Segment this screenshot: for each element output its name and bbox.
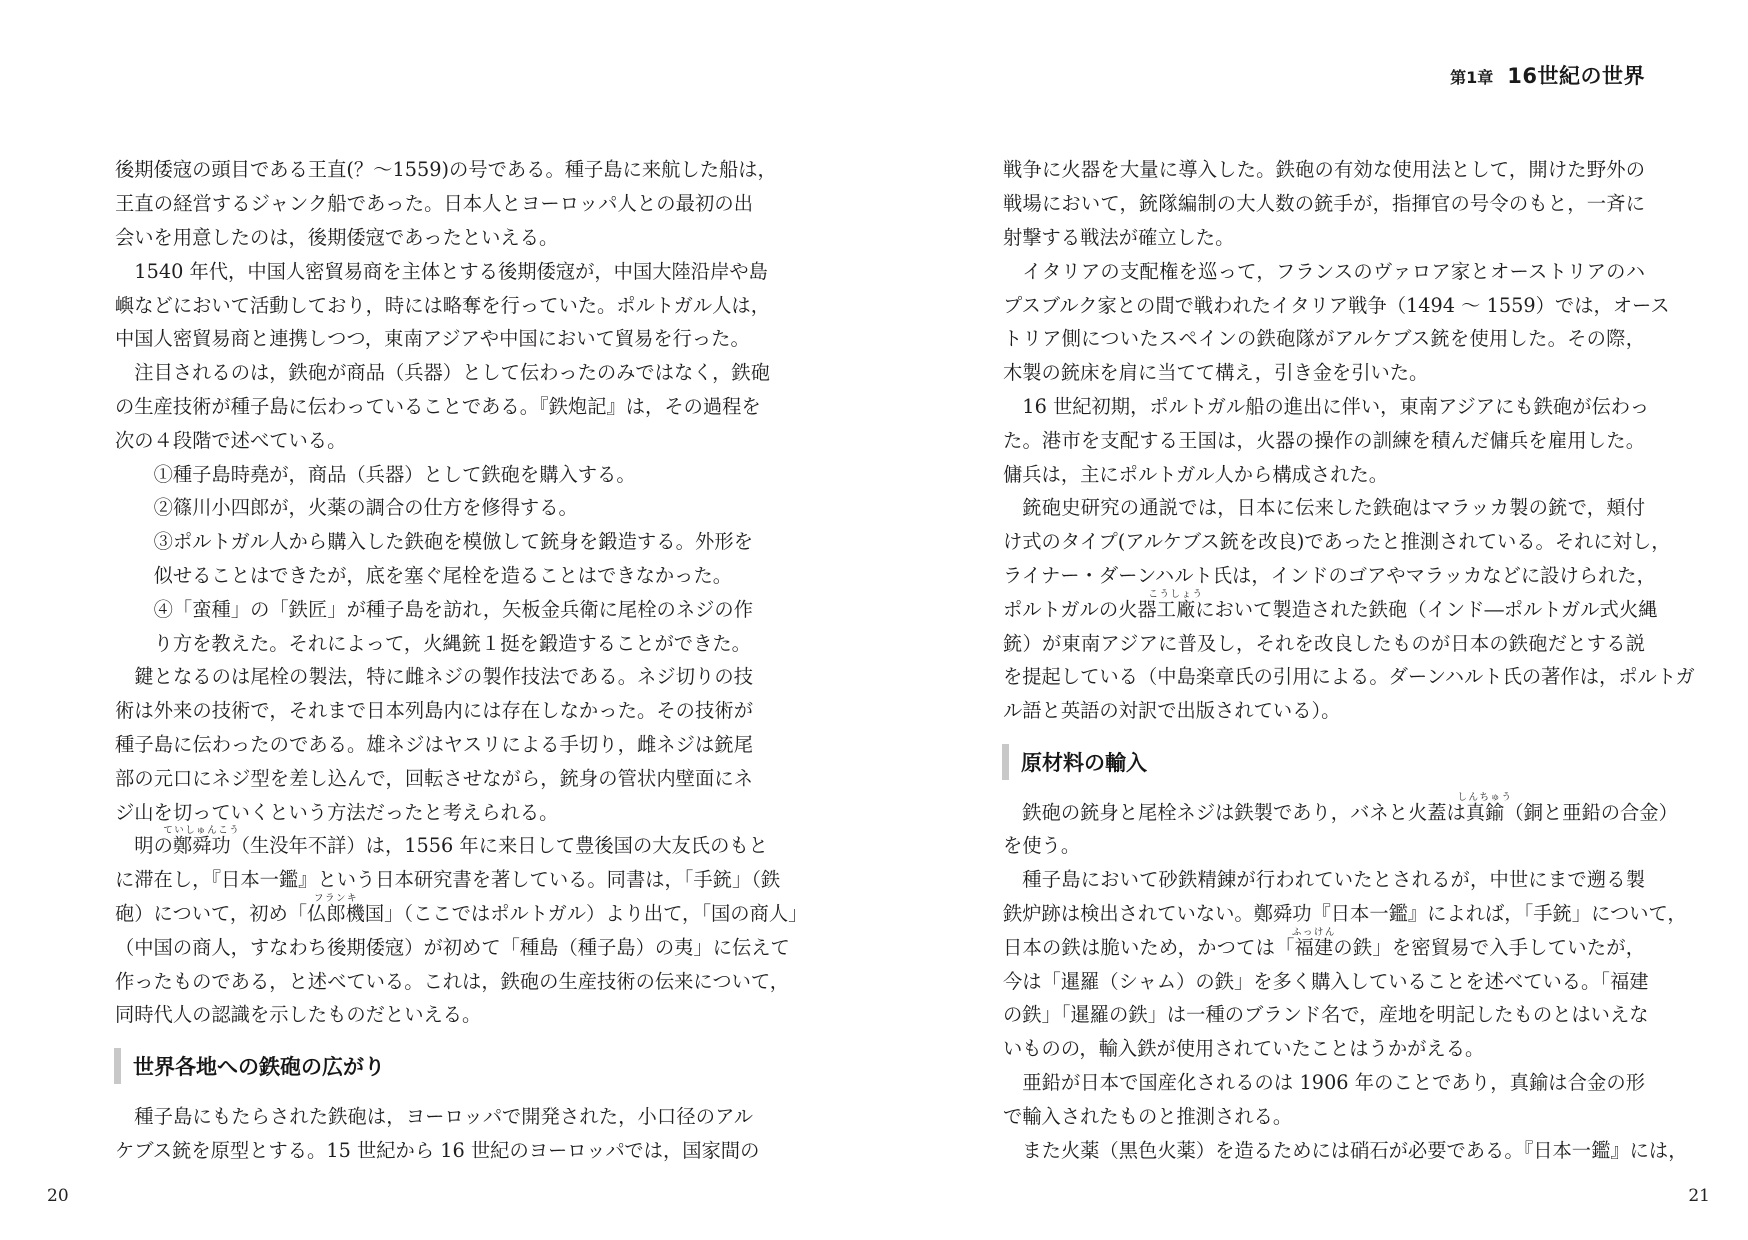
text-line: ④「蛮種」の「鉄匠」が種子島を訪れ，矢板金兵衛に尾栓のネジの作 bbox=[153, 597, 753, 621]
text-run: （銅と亜鉛の合金） bbox=[1504, 800, 1678, 824]
paragraph bbox=[115, 1100, 760, 1168]
text-run: 日本の鉄は脆いため，かつては「 bbox=[1003, 935, 1295, 959]
ruby-group bbox=[1291, 926, 1336, 965]
page-body bbox=[115, 153, 808, 1167]
numbered-list bbox=[115, 458, 753, 661]
list-item bbox=[154, 491, 753, 525]
page-number: 21 bbox=[1688, 1186, 1710, 1206]
text-run: 鉄砲の銃身と尾栓ネジは鉄製であり，バネと火蓋は bbox=[1022, 800, 1466, 824]
text-run: の鉄」を密貿易で入手していたが， bbox=[1333, 935, 1646, 959]
paragraph bbox=[1003, 791, 1678, 864]
text-line: （中国の商人，すなわち後期倭寇）が初めて「種島（種子島）の夷」に伝えて bbox=[115, 935, 790, 959]
heading-bar bbox=[114, 1048, 121, 1084]
list-item bbox=[154, 593, 753, 661]
text-run: （生没年不詳）は，1556 年に来日して豊後国の大友氏のもと bbox=[230, 834, 768, 858]
text-line: 部の元口にネジ型を差し込んで，回転させながら，銃身の管状内壁面にネ bbox=[115, 766, 753, 790]
text-line: 注目されるのは，鉄砲が商品（兵器）として伝わったのみではなく，鉄砲 bbox=[134, 361, 770, 385]
paragraph bbox=[115, 660, 753, 829]
running-head bbox=[1450, 60, 1645, 90]
text-line: 16 世紀初期，ポルトガル船の進出に伴い，東南アジアにも鉄砲が伝わっ bbox=[1022, 394, 1650, 418]
page-number: 20 bbox=[47, 1186, 69, 1206]
text-line: ③ポルトガル人から購入した鉄砲を模倣して銃身を鍛造する。外形を bbox=[153, 530, 753, 554]
paragraph bbox=[1003, 491, 1695, 728]
text-line: 亜鉛が日本で国産化されるのは 1906 年のことであり，真鍮は合金の形 bbox=[1022, 1070, 1645, 1094]
text-line: イタリアの支配権を巡って，フランスのヴァロア家とオーストリアのハ bbox=[1022, 259, 1645, 283]
text-line bbox=[1003, 926, 1646, 965]
text-line: 王直の経営するジャンク船であった。日本人とヨーロッパ人との最初の出 bbox=[115, 192, 753, 216]
text-line: 銃砲史研究の通説では，日本に伝来した鉄砲はマラッカ製の銃で，頬付 bbox=[1022, 496, 1645, 520]
ruby-reading: こうしょう bbox=[1148, 588, 1204, 600]
paragraph bbox=[1003, 255, 1670, 390]
text-line: 次の４段階で述べている。 bbox=[115, 428, 347, 452]
paragraph bbox=[1003, 390, 1650, 491]
text-line: 戦場において，銃隊編制の大人数の銃手が，指揮官の号令のもと，一斉に bbox=[1003, 192, 1645, 216]
text-line: ①種子島時堯が，商品（兵器）として鉄砲を購入する。 bbox=[153, 462, 636, 486]
text-line: ケブス銃を原型とする。15 世紀から 16 世紀のヨーロッパでは，国家間の bbox=[115, 1138, 760, 1162]
text-run: 国」（ここではポルトガル）より出て，「国の商人」 bbox=[364, 901, 808, 925]
text-line: 傭兵は，主にポルトガル人から構成された。 bbox=[1003, 462, 1389, 486]
text-line: 種子島において砂鉄精錬が行われていたとされるが，中世にまで遡る製 bbox=[1022, 868, 1645, 892]
ruby-reading: ていしゅんこう bbox=[163, 825, 241, 837]
text-line: 同時代人の認識を示したものだといえる。 bbox=[115, 1003, 482, 1027]
text-line: 術は外来の技術で，それまで日本列島内には存在しなかった。その技術が bbox=[115, 699, 753, 723]
text-run: 砲）について，初め「 bbox=[115, 901, 308, 925]
text-line: 種子島にもたらされた鉄砲は，ヨーロッパで開発された，小口径のアル bbox=[134, 1104, 753, 1128]
paragraph bbox=[115, 255, 770, 356]
ruby-reading: しんちゅう bbox=[1457, 791, 1513, 803]
text-run: 明の bbox=[134, 834, 173, 858]
text-run: において製造された鉄砲（インド―ポルトガル式火縄 bbox=[1195, 597, 1658, 621]
section-heading bbox=[1003, 728, 1645, 796]
text-line: ライナー・ダーンハルト氏は，インドのゴアやマラッカなどに設けられた， bbox=[1003, 563, 1656, 587]
ruby-base: 工廠 bbox=[1156, 597, 1196, 621]
text-line: 銃）が東南アジアに普及し，それを改良したものが日本の鉄砲だとする説 bbox=[1003, 631, 1645, 655]
text-line: 中国人密貿易商と連携しつつ，東南アジアや中国において貿易を行った。 bbox=[115, 327, 750, 351]
list-item bbox=[154, 525, 753, 593]
ruby-reading: ふっけん bbox=[1291, 926, 1336, 938]
ruby-base: 真鍮 bbox=[1465, 800, 1505, 824]
text-line: 1540 年代，中国人密貿易商を主体とする後期倭寇が，中国大陸沿岸や島 bbox=[134, 259, 768, 283]
text-line: 鍵となるのは尾栓の製法，特に雌ネジの製作技法である。ネジ切りの技 bbox=[134, 665, 753, 689]
text-line: 鉄炉跡は検出されていない。鄭舜功『日本一鑑』によれば，「手銃」について， bbox=[1003, 901, 1687, 925]
text-line: の生産技術が種子島に伝わっていることである。『鉄炮記』は，その過程を bbox=[115, 394, 761, 418]
paragraph bbox=[115, 825, 808, 1032]
text-line: た。港市を支配する王国は，火器の操作の訓練を積んだ傭兵を雇用した。 bbox=[1003, 428, 1645, 452]
ruby-group bbox=[1457, 791, 1513, 830]
ruby-group bbox=[163, 825, 241, 863]
text-line bbox=[1003, 791, 1678, 830]
text-line: け式のタイプ(アルケブス銃を改良)であったと推測されている。それに対し， bbox=[1003, 530, 1671, 554]
text-line: を提起している（中島楽章氏の引用による。ダーンハルト氏の著作は，ポルトガ bbox=[1003, 665, 1695, 689]
text-line bbox=[1003, 588, 1658, 627]
text-line bbox=[115, 825, 768, 863]
text-line: を使う。 bbox=[1003, 834, 1081, 858]
ruby-group bbox=[1148, 588, 1204, 627]
ruby-base: 鄭舜功 bbox=[172, 834, 231, 858]
paragraph bbox=[1003, 863, 1687, 1066]
paragraph bbox=[1003, 153, 1645, 254]
paragraph bbox=[1003, 1066, 1645, 1134]
section-heading-text: 世界各地への鉄砲の広がり bbox=[133, 1054, 385, 1079]
paragraph bbox=[115, 356, 770, 457]
chapter-label: 第1章 bbox=[1450, 68, 1494, 87]
text-line: 後期倭寇の頭目である王直(？～1559)の号である。種子島に来航した船は， bbox=[115, 158, 777, 182]
text-line: トリア側についたスペインの鉄砲隊がアルケブス銃を使用した。その際， bbox=[1003, 327, 1645, 351]
paragraph bbox=[115, 153, 777, 254]
ruby-reading: フランキ bbox=[313, 892, 358, 904]
text-line: ジ山を切っていくという方法だったと考えられる。 bbox=[115, 800, 559, 824]
text-line: また火薬（黒色火薬）を造るためには硝石が必要である。『日本一鑑』には， bbox=[1022, 1138, 1688, 1162]
heading-bar bbox=[1002, 744, 1009, 780]
text-line: 今は「暹羅（シャム）の鉄」を多く購入していることを述べている。「福建 bbox=[1003, 969, 1649, 993]
text-line: 作ったものである，と述べている。これは，鉄砲の生産技術の伝来について， bbox=[115, 969, 790, 993]
text-line: に滞在し，『日本一鑑』という日本研究書を著している。同書は，「手銃」（鉄 bbox=[115, 868, 781, 892]
ruby-group bbox=[307, 892, 365, 931]
right-page bbox=[874, 0, 1748, 1240]
paragraph bbox=[1003, 1134, 1688, 1168]
text-line: いものの，輸入鉄が使用されていたことはうかがえる。 bbox=[1003, 1037, 1485, 1061]
text-line: 会いを用意したのは，後期倭寇であったといえる。 bbox=[115, 225, 559, 249]
text-line: り方を教えた。それによって，火縄銃１挺を鍛造することができた。 bbox=[153, 631, 751, 655]
text-line bbox=[115, 892, 808, 931]
text-line: で輸入されたものと推測される。 bbox=[1003, 1104, 1293, 1128]
text-line: ②篠川小四郎が，火薬の調合の仕方を修得する。 bbox=[153, 496, 578, 520]
text-line: 種子島に伝わったのである。雄ネジはヤスリによる手切り，雌ネジは銃尾 bbox=[115, 732, 753, 756]
text-line: 木製の銃床を肩に当てて構え，引き金を引いた。 bbox=[1003, 361, 1429, 385]
text-line: ル語と英語の対訳で出版されている）。 bbox=[1003, 699, 1341, 723]
text-line: 嶼などにおいて活動しており，時には略奪を行っていた。ポルトガル人は， bbox=[115, 293, 770, 317]
text-line: プスブルク家との間で戦われたイタリア戦争（1494 ～ 1559）では，オース bbox=[1003, 293, 1670, 317]
text-line: 似せることはできたが，底を塞ぐ尾栓を造ることはできなかった。 bbox=[153, 563, 733, 587]
text-run: ポルトガルの火器 bbox=[1003, 597, 1157, 621]
text-line: 戦争に火器を大量に導入した。鉄砲の有効な使用法として，開けた野外の bbox=[1003, 158, 1645, 182]
page-body bbox=[1003, 153, 1695, 1167]
section-heading bbox=[115, 1032, 753, 1100]
section-heading-text: 原材料の輸入 bbox=[1021, 750, 1147, 775]
chapter-title: 16世紀の世界 bbox=[1507, 64, 1645, 88]
list-item bbox=[154, 458, 753, 492]
text-line: 射撃する戦法が確立した。 bbox=[1003, 225, 1235, 249]
ruby-base: 福建 bbox=[1294, 935, 1334, 959]
ruby-base: 仏郎機 bbox=[307, 901, 365, 925]
text-line: の鉄」「暹羅の鉄」は一種のブランド名で，産地を明記したものとはいえな bbox=[1003, 1003, 1649, 1027]
